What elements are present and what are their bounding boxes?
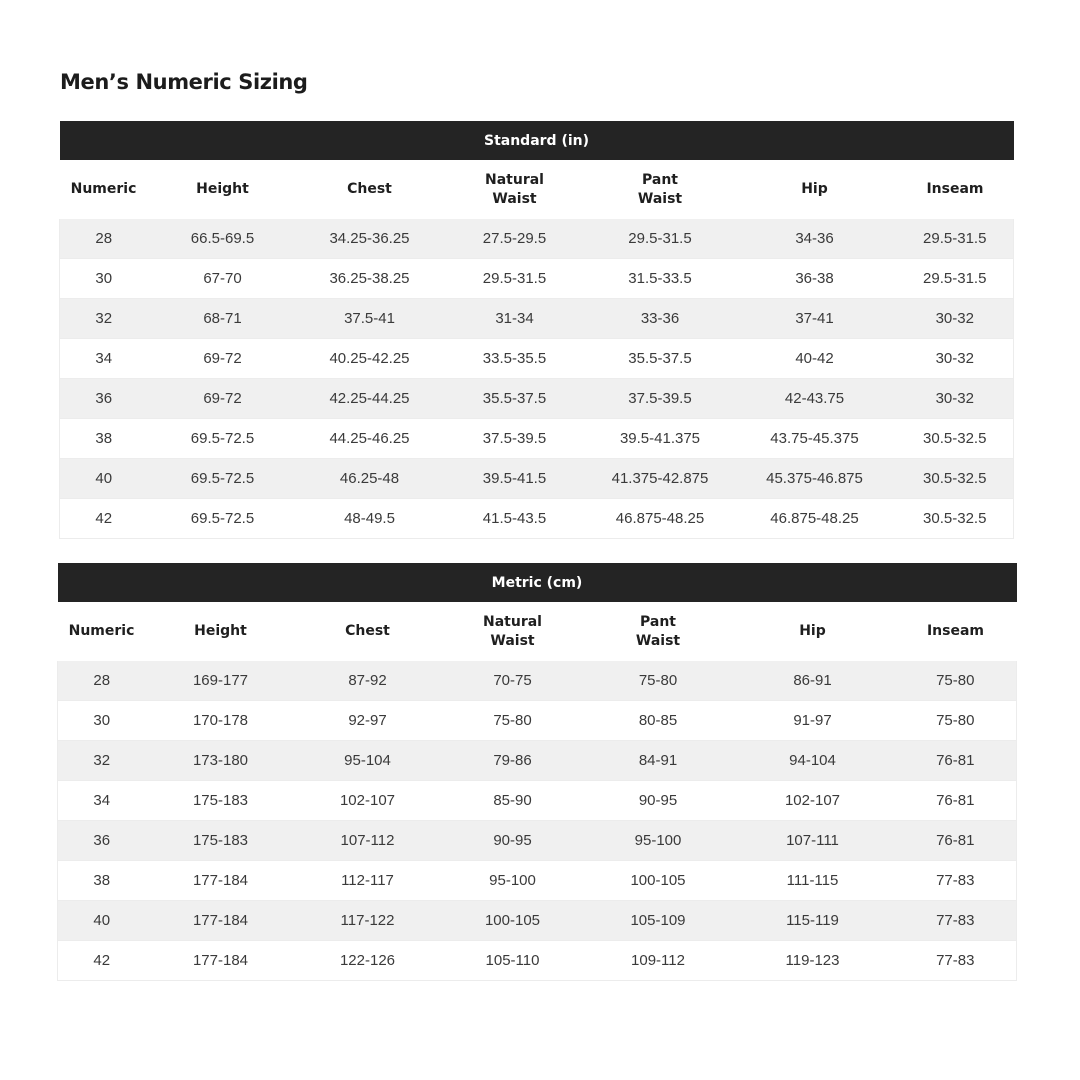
table-row <box>60 419 1014 459</box>
cell-chest: 36.25-38.25 <box>298 259 442 299</box>
column-header-inseam: Inseam <box>895 602 1017 661</box>
table-caption: Metric (cm) <box>58 563 1017 602</box>
cell-pant-waist: 37.5-39.5 <box>588 379 733 419</box>
page-title: Men’s Numeric Sizing <box>60 70 308 94</box>
column-header-row <box>60 160 1014 219</box>
cell-pant-waist: 75-80 <box>586 661 731 701</box>
table-row <box>58 741 1017 781</box>
cell-hip: 91-97 <box>731 701 895 741</box>
column-header-numeric: Numeric <box>58 602 146 661</box>
cell-hip: 119-123 <box>731 941 895 981</box>
cell-natural-waist: 41.5-43.5 <box>442 499 588 539</box>
table-row <box>58 861 1017 901</box>
cell-pant-waist: 90-95 <box>586 781 731 821</box>
cell-inseam: 77-83 <box>895 901 1017 941</box>
cell-hip: 43.75-45.375 <box>733 419 897 459</box>
cell-hip: 37-41 <box>733 299 897 339</box>
cell-height: 69.5-72.5 <box>148 499 298 539</box>
cell-chest: 117-122 <box>296 901 440 941</box>
cell-numeric: 40 <box>60 459 148 499</box>
table-caption: Standard (in) <box>60 121 1014 160</box>
cell-natural-waist: 95-100 <box>440 861 586 901</box>
table-row <box>58 821 1017 861</box>
table-row <box>58 901 1017 941</box>
cell-numeric: 28 <box>58 661 146 701</box>
cell-natural-waist: 85-90 <box>440 781 586 821</box>
cell-hip: 46.875-48.25 <box>733 499 897 539</box>
cell-numeric: 38 <box>60 419 148 459</box>
cell-pant-waist: 39.5-41.375 <box>588 419 733 459</box>
cell-pant-waist: 35.5-37.5 <box>588 339 733 379</box>
column-header-natural-waist: Natural Waist <box>442 160 588 219</box>
cell-pant-waist: 46.875-48.25 <box>588 499 733 539</box>
cell-hip: 45.375-46.875 <box>733 459 897 499</box>
cell-numeric: 42 <box>60 499 148 539</box>
cell-natural-waist: 37.5-39.5 <box>442 419 588 459</box>
cell-natural-waist: 39.5-41.5 <box>442 459 588 499</box>
cell-hip: 94-104 <box>731 741 895 781</box>
cell-hip: 86-91 <box>731 661 895 701</box>
cell-numeric: 36 <box>58 821 146 861</box>
column-header-inseam: Inseam <box>897 160 1014 219</box>
cell-hip: 34-36 <box>733 219 897 259</box>
cell-numeric: 30 <box>60 259 148 299</box>
table-row <box>60 499 1014 539</box>
table-row <box>58 941 1017 981</box>
table-body <box>58 661 1017 981</box>
cell-hip: 42-43.75 <box>733 379 897 419</box>
cell-height: 66.5-69.5 <box>148 219 298 259</box>
cell-inseam: 30.5-32.5 <box>897 499 1014 539</box>
cell-height: 68-71 <box>148 299 298 339</box>
cell-height: 177-184 <box>146 901 296 941</box>
cell-natural-waist: 33.5-35.5 <box>442 339 588 379</box>
column-header-height: Height <box>146 602 296 661</box>
cell-natural-waist: 79-86 <box>440 741 586 781</box>
cell-height: 69-72 <box>148 339 298 379</box>
cell-chest: 107-112 <box>296 821 440 861</box>
column-header-row <box>58 602 1017 661</box>
cell-inseam: 75-80 <box>895 701 1017 741</box>
table-body <box>60 219 1014 539</box>
column-header-hip: Hip <box>731 602 895 661</box>
size-table-standard <box>59 121 1014 539</box>
column-header-chest: Chest <box>296 602 440 661</box>
cell-chest: 92-97 <box>296 701 440 741</box>
cell-natural-waist: 75-80 <box>440 701 586 741</box>
cell-inseam: 30-32 <box>897 339 1014 379</box>
cell-chest: 122-126 <box>296 941 440 981</box>
cell-pant-waist: 29.5-31.5 <box>588 219 733 259</box>
column-header-chest: Chest <box>298 160 442 219</box>
column-header-pant-waist: Pant Waist <box>588 160 733 219</box>
cell-natural-waist: 90-95 <box>440 821 586 861</box>
table-row <box>60 379 1014 419</box>
cell-inseam: 76-81 <box>895 781 1017 821</box>
cell-numeric: 36 <box>60 379 148 419</box>
cell-numeric: 30 <box>58 701 146 741</box>
cell-natural-waist: 31-34 <box>442 299 588 339</box>
cell-inseam: 30-32 <box>897 299 1014 339</box>
cell-inseam: 29.5-31.5 <box>897 219 1014 259</box>
cell-height: 175-183 <box>146 781 296 821</box>
cell-chest: 34.25-36.25 <box>298 219 442 259</box>
cell-inseam: 75-80 <box>895 661 1017 701</box>
cell-height: 173-180 <box>146 741 296 781</box>
table-caption-band <box>58 563 1017 602</box>
cell-natural-waist: 27.5-29.5 <box>442 219 588 259</box>
table-row <box>60 219 1014 259</box>
cell-chest: 37.5-41 <box>298 299 442 339</box>
cell-inseam: 29.5-31.5 <box>897 259 1014 299</box>
cell-inseam: 30.5-32.5 <box>897 419 1014 459</box>
cell-height: 170-178 <box>146 701 296 741</box>
cell-height: 67-70 <box>148 259 298 299</box>
cell-height: 69-72 <box>148 379 298 419</box>
cell-height: 175-183 <box>146 821 296 861</box>
column-header-natural-waist: Natural Waist <box>440 602 586 661</box>
column-header-height: Height <box>148 160 298 219</box>
table-row <box>60 299 1014 339</box>
table-row <box>58 661 1017 701</box>
cell-inseam: 77-83 <box>895 941 1017 981</box>
table-row <box>60 339 1014 379</box>
cell-pant-waist: 41.375-42.875 <box>588 459 733 499</box>
table-row <box>60 259 1014 299</box>
cell-hip: 115-119 <box>731 901 895 941</box>
cell-pant-waist: 80-85 <box>586 701 731 741</box>
cell-inseam: 77-83 <box>895 861 1017 901</box>
cell-height: 69.5-72.5 <box>148 419 298 459</box>
cell-natural-waist: 100-105 <box>440 901 586 941</box>
cell-inseam: 30.5-32.5 <box>897 459 1014 499</box>
cell-hip: 107-111 <box>731 821 895 861</box>
cell-pant-waist: 31.5-33.5 <box>588 259 733 299</box>
cell-height: 69.5-72.5 <box>148 459 298 499</box>
cell-chest: 102-107 <box>296 781 440 821</box>
cell-chest: 40.25-42.25 <box>298 339 442 379</box>
table-caption-band <box>60 121 1014 160</box>
cell-hip: 40-42 <box>733 339 897 379</box>
cell-hip: 102-107 <box>731 781 895 821</box>
cell-numeric: 42 <box>58 941 146 981</box>
cell-chest: 46.25-48 <box>298 459 442 499</box>
table-row <box>58 781 1017 821</box>
cell-numeric: 40 <box>58 901 146 941</box>
cell-numeric: 28 <box>60 219 148 259</box>
cell-inseam: 76-81 <box>895 741 1017 781</box>
cell-numeric: 34 <box>58 781 146 821</box>
cell-pant-waist: 100-105 <box>586 861 731 901</box>
column-header-pant-waist: Pant Waist <box>586 602 731 661</box>
cell-hip: 111-115 <box>731 861 895 901</box>
table-row <box>58 701 1017 741</box>
cell-hip: 36-38 <box>733 259 897 299</box>
cell-pant-waist: 109-112 <box>586 941 731 981</box>
cell-natural-waist: 35.5-37.5 <box>442 379 588 419</box>
cell-numeric: 32 <box>58 741 146 781</box>
cell-chest: 112-117 <box>296 861 440 901</box>
column-header-hip: Hip <box>733 160 897 219</box>
table-row <box>60 459 1014 499</box>
cell-inseam: 30-32 <box>897 379 1014 419</box>
cell-chest: 44.25-46.25 <box>298 419 442 459</box>
cell-pant-waist: 95-100 <box>586 821 731 861</box>
cell-natural-waist: 29.5-31.5 <box>442 259 588 299</box>
cell-numeric: 38 <box>58 861 146 901</box>
cell-numeric: 34 <box>60 339 148 379</box>
cell-chest: 48-49.5 <box>298 499 442 539</box>
cell-height: 177-184 <box>146 861 296 901</box>
cell-pant-waist: 84-91 <box>586 741 731 781</box>
size-table-metric <box>57 563 1017 981</box>
cell-chest: 42.25-44.25 <box>298 379 442 419</box>
cell-height: 177-184 <box>146 941 296 981</box>
column-header-numeric: Numeric <box>60 160 148 219</box>
cell-height: 169-177 <box>146 661 296 701</box>
cell-natural-waist: 70-75 <box>440 661 586 701</box>
cell-pant-waist: 105-109 <box>586 901 731 941</box>
cell-chest: 87-92 <box>296 661 440 701</box>
cell-inseam: 76-81 <box>895 821 1017 861</box>
cell-numeric: 32 <box>60 299 148 339</box>
cell-natural-waist: 105-110 <box>440 941 586 981</box>
cell-pant-waist: 33-36 <box>588 299 733 339</box>
cell-chest: 95-104 <box>296 741 440 781</box>
